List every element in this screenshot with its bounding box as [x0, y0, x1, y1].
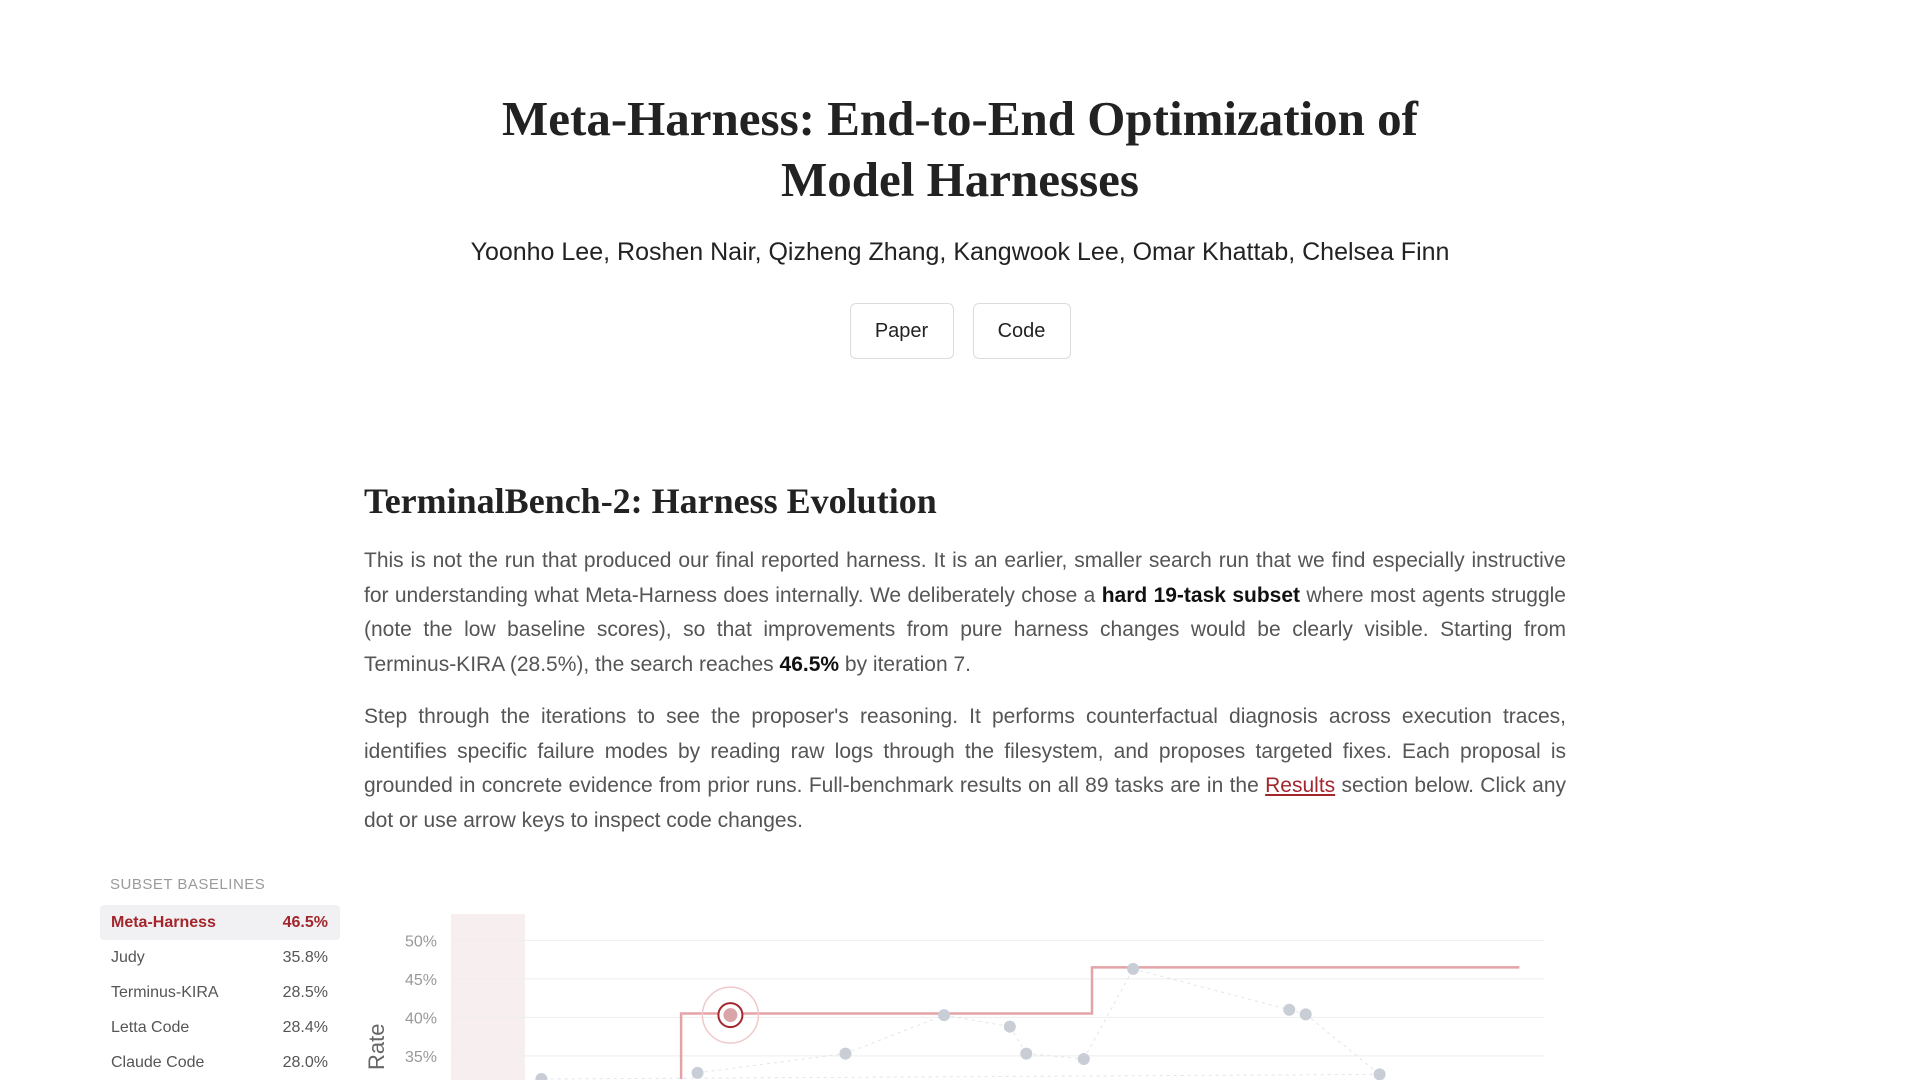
- trace-connector: [541, 1074, 1379, 1079]
- baseline-name: Terminus-KIRA: [111, 983, 219, 1001]
- paper-button[interactable]: Paper: [850, 303, 954, 359]
- baseline-value: 28.5%: [282, 983, 328, 1001]
- iteration-dot[interactable]: [692, 1067, 704, 1079]
- intro-bold-subset: hard 19-task subset: [1101, 583, 1301, 607]
- baseline-name: Claude Code: [111, 1053, 205, 1071]
- trace-connector: [698, 1054, 846, 1073]
- baseline-row-meta-harness[interactable]: [100, 905, 340, 940]
- intro-text-c: where most agents struggle (note the low baseline scores), so that improvements from pure harness changes would be clearly visible. Starting from Terminus-KIRA (28.5%), the search reaches: [364, 583, 1566, 676]
- baselines-label: SUBSET BASELINES: [110, 876, 266, 893]
- selected-dot[interactable]: [723, 1008, 737, 1022]
- iteration-dot[interactable]: [1283, 1004, 1295, 1016]
- instructions-text-a: Step through the iterations to see the proposer's reasoning. It performs counterfactual diagnosis across execution traces, identifies specific failure modes by reading raw logs through the filesystem, and proposes targeted fixes. Each proposal is grounded in concrete evidence from prior runs. Full-benchmark results on all 89 tasks are in the: [364, 705, 1566, 797]
- y-tick-label: 35%: [404, 1048, 437, 1066]
- evolution-chart-svg: [364, 900, 1564, 1080]
- y-tick-label: 50%: [404, 933, 437, 951]
- evolution-chart: [364, 900, 1564, 1080]
- baseline-value: 35.8%: [282, 948, 328, 966]
- iteration-dot[interactable]: [1300, 1008, 1312, 1020]
- iteration-dot[interactable]: [1078, 1053, 1090, 1065]
- iteration-dot[interactable]: [1374, 1068, 1386, 1080]
- y-tick-label: 45%: [404, 971, 437, 989]
- baseline-row-judy[interactable]: [100, 940, 340, 975]
- intro-text-e: by iteration 7.: [839, 652, 971, 676]
- author-list: Yoonho Lee, Roshen Nair, Qizheng Zhang, Kangwook Lee, Omar Khattab, Chelsea Finn: [470, 238, 1450, 266]
- title-line-2: Model Harnesses: [781, 152, 1139, 207]
- y-tick-label: 40%: [404, 1010, 437, 1028]
- baseline-value: 28.4%: [282, 1018, 328, 1036]
- highlight-band: [451, 914, 525, 1080]
- best-so-far-line: [681, 967, 1519, 1079]
- iteration-dot[interactable]: [1020, 1048, 1032, 1060]
- iteration-dot[interactable]: [535, 1073, 547, 1080]
- page-title: [460, 88, 1460, 210]
- iteration-dot[interactable]: [1127, 963, 1139, 975]
- harness-evolution-section: [364, 480, 1566, 856]
- baseline-row-terminus-kira[interactable]: [100, 975, 340, 1010]
- baseline-name: Meta-Harness: [111, 913, 216, 931]
- title-line-1: Meta-Harness: End-to-End Optimization of: [502, 91, 1418, 146]
- link-buttons: [0, 303, 1920, 359]
- trace-connector: [944, 1015, 1010, 1027]
- instructions-paragraph: [364, 700, 1566, 838]
- baseline-name: Letta Code: [111, 1018, 190, 1036]
- code-button[interactable]: Code: [973, 303, 1071, 359]
- instructions-text-b: section below. Click any dot or use arrow keys to inspect code changes.: [364, 774, 1566, 832]
- iteration-dot[interactable]: [839, 1048, 851, 1060]
- intro-text-a: This is not the run that produced our final reported harness. It is an earlier, smaller search run that we find especially instructive for understanding what Meta-Harness does internally. We deliberately chose a: [364, 549, 1566, 607]
- trace-connector: [1306, 1014, 1380, 1074]
- baseline-value: 46.5%: [282, 913, 328, 931]
- intro-bold-score: 46.5%: [779, 652, 840, 676]
- results-link[interactable]: Results: [1265, 774, 1336, 797]
- baseline-value: 28.0%: [282, 1053, 328, 1071]
- section-title: TerminalBench-2: Harness Evolution: [364, 481, 937, 521]
- subset-baselines-panel: [100, 876, 340, 1080]
- iteration-dot[interactable]: [1004, 1021, 1016, 1033]
- y-axis-label: Rate: [364, 1023, 389, 1070]
- baseline-row-letta-code[interactable]: [100, 1010, 340, 1045]
- trace-connector: [1133, 969, 1289, 1010]
- iteration-dot[interactable]: [938, 1009, 950, 1021]
- baseline-row-claude-code[interactable]: [100, 1045, 340, 1080]
- trace-connector: [845, 1015, 944, 1054]
- baseline-name: Judy: [111, 948, 145, 966]
- intro-paragraph: [364, 544, 1566, 682]
